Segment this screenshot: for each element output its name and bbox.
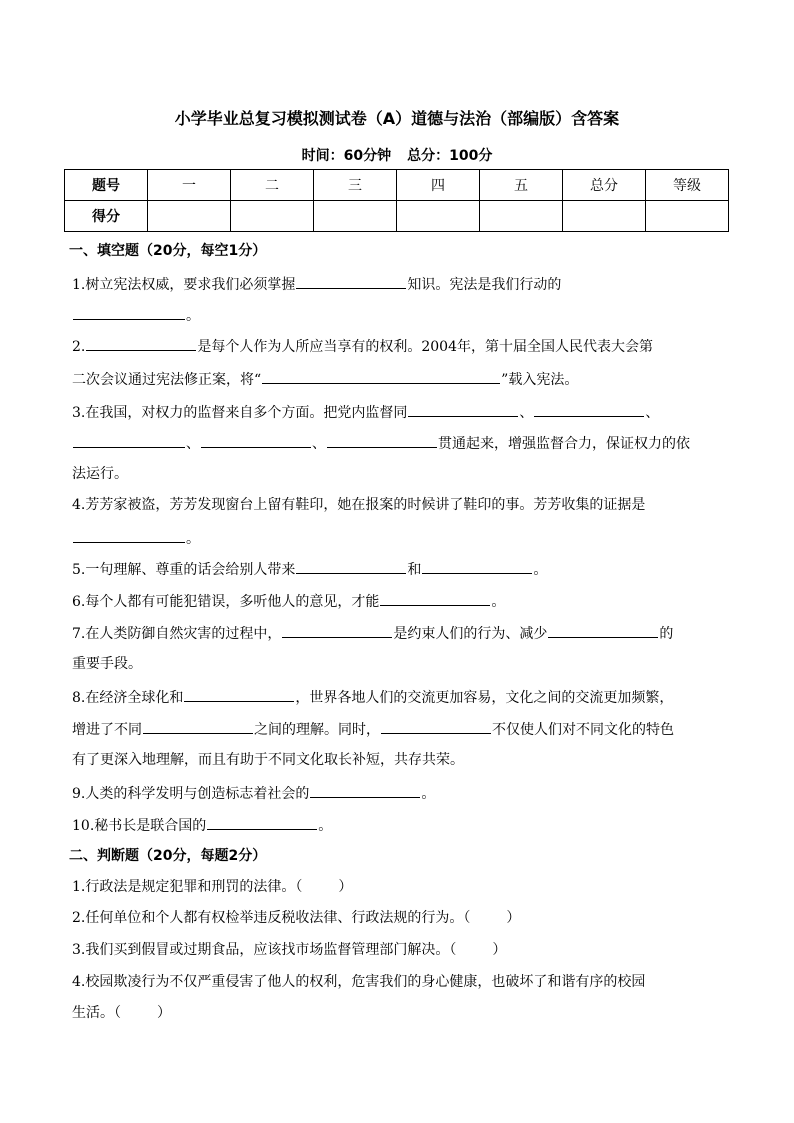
question-3-line-1: 3.在我国，对权力的监督来自多个方面。把党内监督同 、 、: [72, 401, 659, 423]
question-2-line-1: 2. 是每个人作为人所应当享有的权利。2004年，第十届全国人民代表大会第: [72, 335, 653, 357]
question-7-line-2: 重要手段。: [72, 656, 142, 672]
answer-blank[interactable]: [310, 782, 420, 798]
answer-blank[interactable]: [262, 368, 500, 384]
answer-blank[interactable]: [73, 527, 185, 543]
score-cell[interactable]: [314, 201, 397, 232]
question-5: 5.一句理解、尊重的话会给别人带来 和 。: [72, 558, 547, 580]
score-table-header-cell: 四: [397, 170, 480, 201]
section1-heading: 一、填空题（20分，每空1分）: [69, 243, 267, 259]
judge-question-1: 1.行政法是规定犯罪和刑罚的法律。（ ）: [72, 879, 353, 895]
question-2-line-2: 二次会议通过宪法修正案，将“ ”载入宪法。: [72, 368, 578, 390]
answer-blank[interactable]: [73, 304, 185, 320]
score-cell[interactable]: [397, 201, 480, 232]
question-7-line-1: 7.在人类防御自然灾害的过程中， 是约束人们的行为、减少 的: [72, 622, 673, 644]
answer-blank[interactable]: [282, 622, 392, 638]
question-6: 6.每个人都有可能犯错误，多听他人的意见，才能 。: [72, 590, 505, 612]
score-cell[interactable]: [148, 201, 231, 232]
exam-title: 小学毕业总复习模拟测试卷（A）道德与法治（部编版）含答案: [174, 109, 620, 128]
question-10: 10.秘书长是联合国的 。: [72, 814, 332, 836]
answer-blank[interactable]: [201, 432, 311, 448]
score-table-header-cell: 三: [314, 170, 397, 201]
exam-info: [0, 145, 794, 165]
answer-blank[interactable]: [86, 335, 196, 351]
answer-blank[interactable]: [380, 590, 490, 606]
section2-heading: 二、判断题（20分，每题2分）: [69, 848, 267, 864]
score-table-header-cell: 五: [480, 170, 563, 201]
judge-question-4-line-1: 4.校园欺凌行为不仅严重侵害了他人的权利，危害我们的身心健康，也破坏了和谐有序的校园: [72, 974, 646, 990]
question-1-line-1: 1.树立宪法权威，要求我们必须掌握 知识。宪法是我们行动的: [72, 273, 561, 295]
question-3-line-3: 法运行。: [72, 466, 128, 482]
score-cell[interactable]: [646, 201, 729, 232]
score-table-header-cell: 等级: [646, 170, 729, 201]
judge-question-2: 2.任何单位和个人都有权检举违反税收法律、行政法规的行为。（ ）: [72, 910, 521, 926]
question-4-line-2: 。: [72, 527, 200, 549]
score-row-label: 得分: [65, 201, 148, 232]
score-cell[interactable]: [563, 201, 646, 232]
question-8-line-2: 增进了不同 之间的理解。同时， 不仅使人们对不同文化的特色: [72, 718, 674, 740]
exam-total: 总分：100分: [407, 148, 493, 164]
exam-time: 时间：60分钟: [301, 148, 392, 164]
answer-blank[interactable]: [422, 558, 532, 574]
answer-blank[interactable]: [534, 401, 644, 417]
score-table-score-row: [65, 201, 729, 232]
judge-question-3: 3.我们买到假冒或过期食品，应该找市场监督管理部门解决。（ ）: [72, 942, 507, 958]
score-table: [64, 169, 729, 232]
answer-blank[interactable]: [327, 432, 437, 448]
question-8-line-3: 有了更深入地理解，而且有助于不同文化取长补短，共存共荣。: [72, 752, 464, 768]
answer-blank[interactable]: [296, 273, 406, 289]
score-table-header-row: [65, 170, 729, 201]
answer-blank[interactable]: [184, 686, 294, 702]
answer-blank[interactable]: [548, 622, 658, 638]
question-8-line-1: 8.在经济全球化和 ，世界各地人们的交流更加容易，文化之间的交流更加频繁，: [72, 686, 673, 708]
score-table-header-cell: 二: [231, 170, 314, 201]
question-4-line-1: 4.芳芳家被盗，芳芳发现窗台上留有鞋印，她在报案的时候讲了鞋印的事。芳芳收集的证据是: [72, 497, 646, 513]
question-3-line-2: 、 、 贯通起来，增强监督合力，保证权力的依: [72, 432, 690, 454]
answer-blank[interactable]: [143, 718, 253, 734]
score-table-header-cell: 一: [148, 170, 231, 201]
question-1-line-2: 。: [72, 304, 200, 326]
judge-question-4-line-2: 生活。（ ）: [72, 1005, 171, 1021]
score-cell[interactable]: [480, 201, 563, 232]
answer-blank[interactable]: [73, 432, 185, 448]
score-table-header-cell: 总分: [563, 170, 646, 201]
answer-blank[interactable]: [381, 718, 491, 734]
score-table-header-cell: 题号: [65, 170, 148, 201]
answer-blank[interactable]: [296, 558, 406, 574]
score-cell[interactable]: [231, 201, 314, 232]
answer-blank[interactable]: [408, 401, 518, 417]
question-9: 9.人类的科学发明与创造标志着社会的 。: [72, 782, 435, 804]
answer-blank[interactable]: [207, 814, 317, 830]
